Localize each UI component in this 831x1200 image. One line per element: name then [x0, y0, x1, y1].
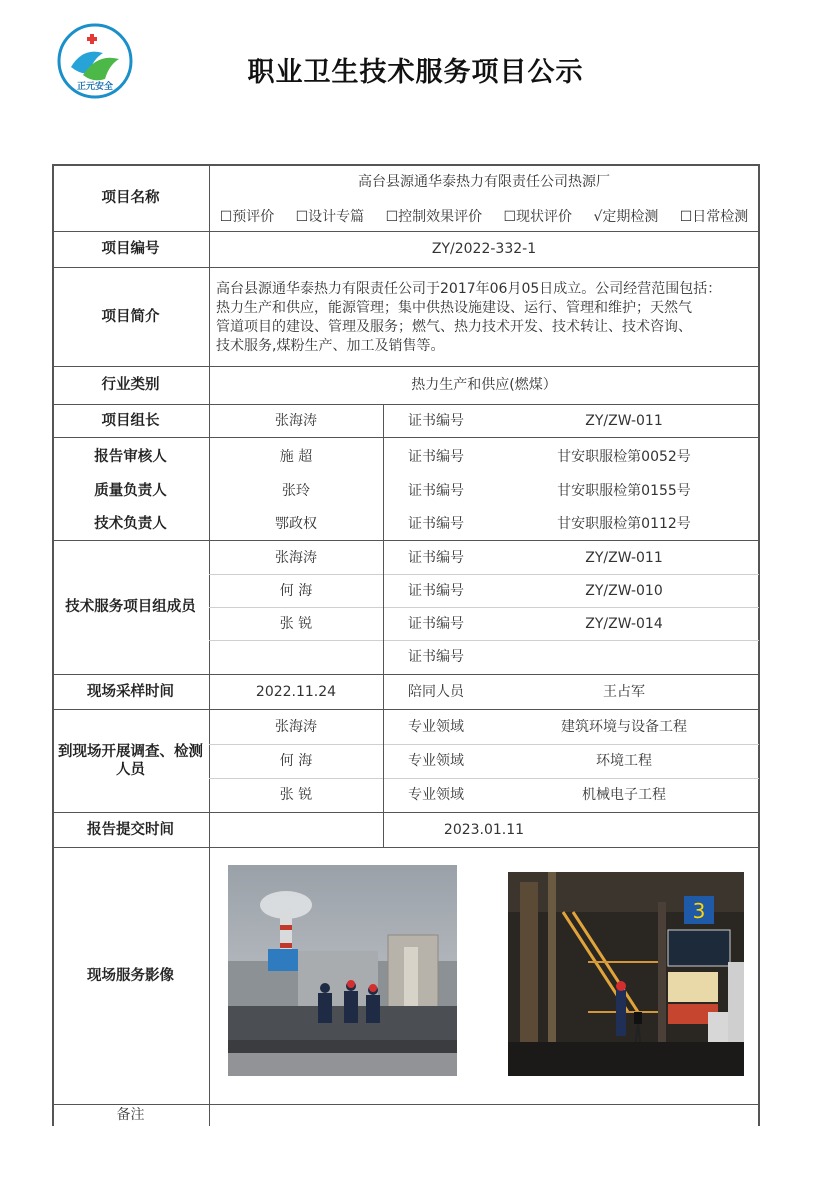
project-name-label: 项目名称 [101, 189, 160, 206]
member-name: 何 海 [279, 582, 313, 599]
project-intro-label: 项目简介 [101, 308, 160, 325]
intro-line: 热力生产和供应，能源管理；集中供热设施建设、运行、管理和维护；天然气 [216, 300, 692, 316]
technical-cert-label: 证书编号 [408, 515, 464, 532]
site-images-label: 现场服务影像 [87, 967, 174, 984]
project-no-value: ZY/2022-332-1 [431, 241, 537, 257]
member-cert [489, 640, 759, 674]
reviewer-name: 施 超 [279, 448, 313, 465]
project-name-value: 高台县源通华泰热力有限责任公司热源厂 [358, 174, 610, 190]
member-cert: ZY/ZW-011 [585, 549, 663, 566]
report-date-label: 报告提交时间 [87, 821, 174, 838]
remarks-label: 备注 [116, 1107, 145, 1123]
project-intro-text [216, 280, 752, 356]
industry-value: 热力生产和供应(燃煤） [411, 377, 557, 393]
quality-cert-label: 证书编号 [408, 482, 464, 499]
intro-line: 管道项目的建设、管理及服务；燃气、热力技术开发、技术转让、技术咨询、 [216, 319, 692, 335]
survey-field: 环境工程 [596, 753, 652, 769]
companion-label: 陪同人员 [408, 683, 464, 700]
member-cert-label: 证书编号 [408, 549, 464, 566]
type-option-daily-detection: ☐日常检测 [679, 209, 749, 225]
survey-field-label: 专业领域 [408, 787, 464, 803]
technical-label: 技术负责人 [94, 515, 167, 532]
svg-text:3: 3 [692, 899, 706, 923]
survey-name: 张海涛 [275, 718, 317, 735]
service-type-options [209, 204, 759, 228]
leader-cert: ZY/ZW-011 [585, 412, 663, 429]
reviewer-cert-label: 证书编号 [408, 448, 464, 465]
type-option-pre-evaluation: ☐预评价 [219, 209, 275, 225]
reviewer-label: 报告审核人 [94, 448, 167, 465]
leader-cert-label: 证书编号 [408, 412, 464, 429]
type-option-status-evaluation: ☐现状评价 [503, 209, 573, 225]
sampling-date: 2022.11.24 [255, 683, 337, 700]
member-cert-label: 证书编号 [408, 582, 464, 599]
member-name: 张 锐 [279, 615, 313, 632]
sampling-label: 现场采样时间 [87, 683, 174, 700]
quality-label: 质量负责人 [94, 482, 167, 499]
technical-cert: 甘安职服检第0112号 [557, 515, 691, 532]
technical-name: 鄂政权 [275, 515, 317, 532]
intro-line: 技术服务,煤粉生产、加工及销售等。 [216, 338, 445, 354]
reviewer-cert: 甘安职服检第0052号 [557, 448, 691, 465]
member-cert-label: 证书编号 [408, 649, 464, 665]
quality-name: 张玲 [282, 482, 310, 499]
members-label: 技术服务项目组成员 [65, 599, 196, 615]
survey-field-label: 专业领域 [408, 718, 464, 735]
project-no-label: 项目编号 [101, 241, 160, 257]
quality-cert: 甘安职服检第0155号 [557, 482, 691, 499]
member-name [209, 640, 383, 674]
companion-name: 王占军 [603, 683, 645, 700]
type-option-control-effect: ☐控制效果评价 [385, 209, 483, 225]
survey-name: 何 海 [279, 753, 313, 769]
member-cert-label: 证书编号 [408, 615, 464, 632]
site-photo-interior [508, 872, 744, 1076]
type-option-periodic-detection: √定期检测 [593, 209, 659, 225]
member-cert: ZY/ZW-010 [585, 582, 663, 599]
page-title: 职业卫生技术服务项目公示 [247, 57, 584, 88]
survey-name: 张 锐 [279, 787, 313, 803]
report-date-value: 2023.01.11 [443, 821, 525, 838]
remarks-value [209, 1104, 759, 1126]
intro-line: 高台县源通华泰热力有限责任公司于2017年06月05日成立。公司经营范围包括： [216, 281, 722, 297]
type-option-design: ☐设计专篇 [295, 209, 365, 225]
site-photo-exterior [228, 865, 457, 1076]
leader-label: 项目组长 [101, 412, 160, 429]
survey-label: 到现场开展调查、检测人员 [58, 743, 203, 778]
survey-field: 机械电子工程 [582, 787, 666, 803]
industry-label: 行业类别 [101, 377, 160, 393]
survey-field-label: 专业领域 [408, 753, 464, 769]
survey-field: 建筑环境与设备工程 [561, 718, 687, 735]
member-cert: ZY/ZW-014 [585, 615, 663, 632]
logo-text: 正元安全 [76, 82, 113, 92]
leader-name: 张海涛 [275, 412, 317, 429]
info-table [52, 164, 759, 1126]
member-name: 张海涛 [275, 549, 317, 566]
